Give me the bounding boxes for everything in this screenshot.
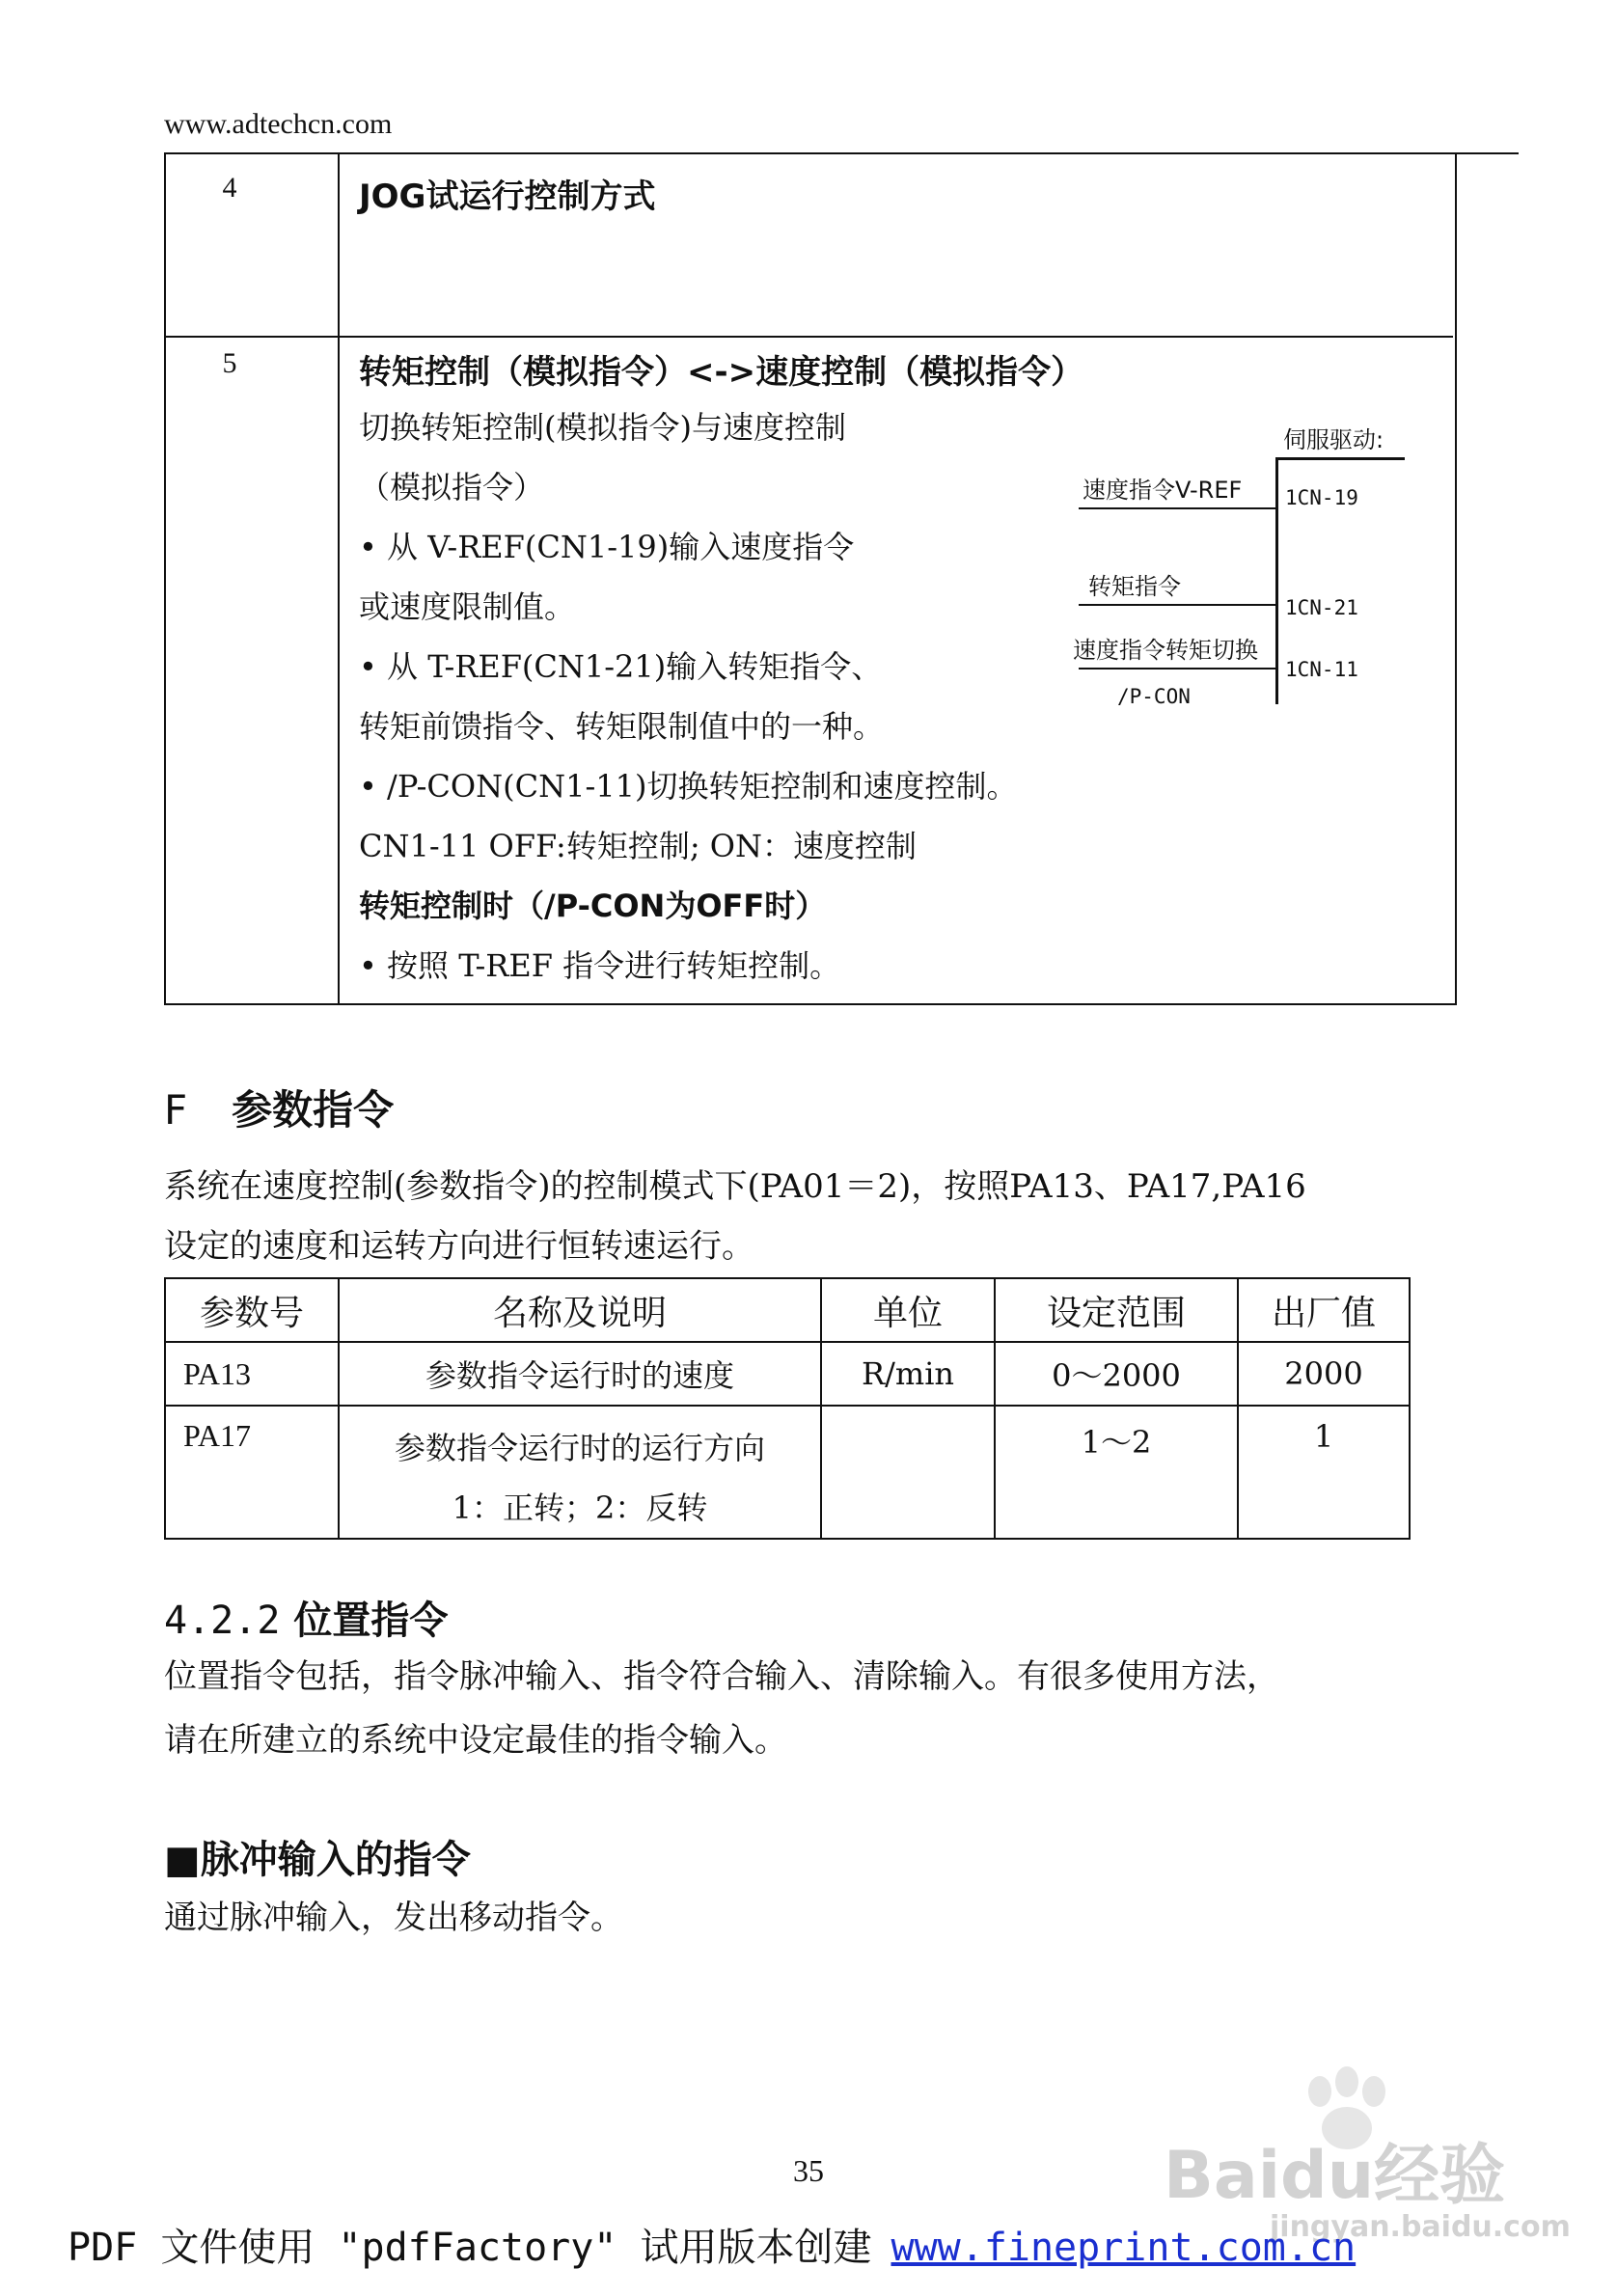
speed-cmd-label: 速度指令V-REF: [1083, 477, 1243, 504]
row-4-number: 4: [222, 172, 237, 204]
table-row: [165, 1406, 1410, 1539]
speed-cmd-wire: [1079, 507, 1275, 509]
section-422-number: 4.2.2: [164, 1599, 281, 1643]
param-unit: R/min: [821, 1342, 995, 1406]
page-number: 35: [793, 2153, 824, 2188]
section-422-para-line1: 位置指令包括，指令脉冲输入、指令符合输入、清除输入。有很多使用方法，: [164, 1657, 1279, 1696]
row-4-title: JOG试运行控制方式: [359, 178, 656, 216]
param-desc: [339, 1406, 821, 1539]
param-default: 1: [1238, 1406, 1410, 1539]
param-range: 1～2: [995, 1406, 1238, 1539]
header-cell: 名称及说明: [339, 1278, 821, 1342]
row-5-title: 转矩控制（模拟指令）<->速度控制（模拟指令）: [359, 353, 1084, 392]
pdf-footer: [68, 2217, 1356, 2272]
param-desc: 参数指令运行时的速度: [339, 1342, 821, 1406]
header-cell: 参数号: [165, 1278, 339, 1342]
section-f-letter: F: [164, 1086, 188, 1134]
servo-bus-line: [1275, 457, 1278, 704]
torque-cmd-wire: [1079, 604, 1275, 606]
table-row: [165, 1342, 1410, 1406]
header-cell: 单位: [821, 1278, 995, 1342]
section-f-title: 参数指令: [232, 1086, 395, 1134]
wiring-diagram: [1071, 396, 1418, 708]
param-id: PA13: [165, 1342, 339, 1406]
watermark-brand: Baidu经验: [1164, 2138, 1506, 2214]
pin-19-label: 1CN-19: [1285, 486, 1358, 509]
section-f-para-line2: 设定的速度和运转方向进行恒转速运行。: [164, 1227, 754, 1266]
footer-text: PDF 文件使用 "pdfFactory" 试用版本创建: [68, 2226, 872, 2270]
pcon-label: /P-CON: [1117, 685, 1191, 708]
switch-label: 速度指令转矩切换: [1073, 637, 1258, 664]
torque-cmd-label: 转矩指令: [1088, 573, 1181, 600]
header-cell: 出厂值: [1238, 1278, 1410, 1342]
parameter-table: [164, 1277, 1411, 1540]
section-f-para-line1: 系统在速度控制(参数指令)的控制模式下(PA01＝2)，按照PA13、PA17,PA16: [164, 1167, 1306, 1206]
desc-line: • 从 V-REF(CN1-19)输入速度指令: [359, 529, 855, 565]
section-422-title: 位置指令: [293, 1599, 449, 1643]
footer-link[interactable]: www.fineprint.com.cn: [891, 2226, 1357, 2270]
param-unit: [821, 1406, 995, 1539]
param-desc-line1: 参数指令运行时的运行方向: [394, 1430, 765, 1466]
table-header-row: [165, 1278, 1410, 1342]
pin-21-label: 1CN-21: [1285, 596, 1358, 619]
desc-line: （模拟指令）: [359, 469, 545, 506]
param-range: 0～2000: [995, 1342, 1238, 1406]
mode-table-column-divider: [338, 154, 340, 1003]
pulse-input-para: 通过脉冲输入，发出移动指令。: [164, 1899, 623, 1937]
section-f-heading: [164, 1079, 394, 1136]
header-cell: 设定范围: [995, 1278, 1238, 1342]
desc-line: 或速度限制值。: [359, 588, 576, 625]
row-5-number: 5: [222, 347, 237, 379]
param-default: 2000: [1238, 1342, 1410, 1406]
header-url: www.adtechcn.com: [164, 108, 393, 140]
watermark-site: jingyan.baidu.com: [1270, 2210, 1571, 2244]
pin-11-label: 1CN-11: [1285, 658, 1358, 681]
section-422-para-line2: 请在所建立的系统中设定最佳的指令输入。: [164, 1721, 787, 1760]
param-desc-line2: 1：正转；2：反转: [452, 1490, 708, 1526]
servo-label: 伺服驱动:: [1283, 426, 1384, 453]
mode-table-row-divider: [164, 336, 1453, 338]
desc-line: CN1-11 OFF:转矩控制; ON：速度控制: [359, 828, 918, 864]
desc-line: • 从 T-REF(CN1-21)输入转矩指令、: [359, 648, 883, 685]
desc-line-bold: 转矩控制时（/P-CON为OFF时）: [359, 888, 827, 924]
servo-top-line: [1275, 457, 1405, 460]
switch-wire: [1079, 668, 1275, 670]
row-5-description: [359, 397, 1092, 996]
desc-line: • /P-CON(CN1-11)切换转矩控制和速度控制。: [359, 768, 1018, 805]
desc-line: 转矩前馈指令、转矩限制值中的一种。: [359, 708, 885, 745]
section-422-heading: [164, 1590, 448, 1645]
desc-line: • 按照 T-REF 指令进行转矩控制。: [359, 947, 841, 984]
pulse-input-heading: ■脉冲输入的指令: [164, 1838, 471, 1882]
param-id: PA17: [165, 1406, 339, 1539]
desc-line: 切换转矩控制(模拟指令)与速度控制: [359, 409, 846, 446]
